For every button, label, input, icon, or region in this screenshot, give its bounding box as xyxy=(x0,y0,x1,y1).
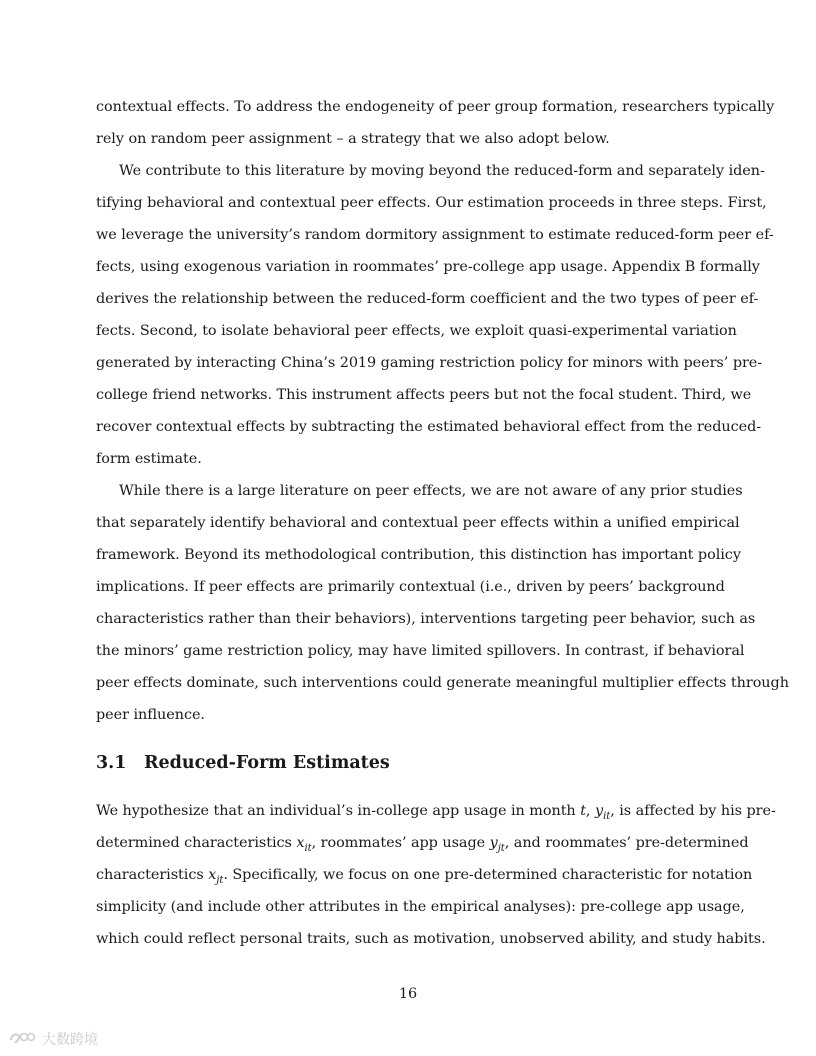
math-subscript: it xyxy=(603,810,611,822)
text-line: characteristics rather than their behaviors), interventions targeting peer behavior, such as xyxy=(96,611,756,627)
spacer xyxy=(96,731,719,745)
text-run: . Specifically, we focus on one pre-determined characteristic for notation xyxy=(223,867,753,883)
text-line: rely on random peer assignment – a strategy that we also adopt below. xyxy=(96,131,610,147)
text-run: , and roommates’ pre-determined xyxy=(504,835,749,851)
text-line: we leverage the university’s random dormitory assignment to estimate reduced-form peer ef- xyxy=(96,227,774,243)
text-line xyxy=(96,795,776,827)
page-number: 16 xyxy=(398,986,418,1002)
spacer xyxy=(96,781,719,795)
text-line: form estimate. xyxy=(96,451,202,467)
text-line: implications. If peer effects are primarily contextual (i.e., driven by peers’ background xyxy=(96,579,725,595)
section-title: Reduced-Form Estimates xyxy=(144,753,390,773)
math-var: t xyxy=(580,803,586,819)
text-line: peer effects dominate, such interventions could generate meaningful multiplier effects through xyxy=(96,675,789,691)
text-run: determined characteristics xyxy=(96,835,297,851)
text-line: that separately identify behavioral and contextual peer effects within a unified empirical xyxy=(96,515,740,531)
paragraph-1 xyxy=(96,91,775,155)
page-body xyxy=(96,91,789,955)
paragraph-4 xyxy=(96,795,776,955)
text-line: tifying behavioral and contextual peer effects. Our estimation proceeds in three steps. First, xyxy=(96,195,767,211)
text-line: We contribute to this literature by moving beyond the reduced-form and separately iden- xyxy=(119,163,765,179)
math-var: x xyxy=(296,835,305,851)
text-line: contextual effects. To address the endogeneity of peer group formation, researchers typically xyxy=(96,99,775,115)
math-subscript: jt xyxy=(216,874,224,886)
text-line: derives the relationship between the reduced-form coefficient and the two types of peer ef- xyxy=(96,291,759,307)
text-line: fects, using exogenous variation in roommates’ pre-college app usage. Appendix B formally xyxy=(96,259,760,275)
paragraph-3 xyxy=(96,475,789,731)
text-line: recover contextual effects by subtracting the estimated behavioral effect from the reduced- xyxy=(96,419,762,435)
text-run: We hypothesize that an individual’s in-college app usage in month xyxy=(96,803,581,819)
text-line: framework. Beyond its methodological contribution, this distinction has important policy xyxy=(96,547,741,563)
section-heading xyxy=(96,745,719,781)
text-line: the minors’ game restriction policy, may have limited spillovers. In contrast, if behavioral xyxy=(96,643,745,659)
math-subscript: it xyxy=(304,842,312,854)
math-var: x xyxy=(208,867,217,883)
text-line: college friend networks. This instrument affects peers but not the focal student. Third, we xyxy=(96,387,752,403)
text-line xyxy=(96,827,749,859)
text-line xyxy=(96,859,753,891)
math-var: y xyxy=(594,803,604,819)
math-var: y xyxy=(489,835,498,851)
watermark-logo-icon xyxy=(8,1030,38,1048)
paragraph-2 xyxy=(96,155,774,475)
text-line: fects. Second, to isolate behavioral peer effects, we exploit quasi-experimental variation xyxy=(96,323,737,339)
watermark-text: 大数跨境 xyxy=(42,1032,98,1048)
text-line: simplicity (and include other attributes in the empirical analyses): pre-college app usage, xyxy=(96,899,745,915)
text-line: peer influence. xyxy=(96,707,205,723)
section-number: 3.1 xyxy=(96,753,127,773)
text-run: , is affected by his pre- xyxy=(610,803,776,819)
text-line: generated by interacting China’s 2019 gaming restriction policy for minors with peers’ pre- xyxy=(96,355,763,371)
text-run: characteristics xyxy=(96,867,209,883)
text-line: which could reflect personal traits, such as motivation, unobserved ability, and study habits. xyxy=(96,931,766,947)
watermark xyxy=(8,1029,98,1049)
text-run: , roommates’ app usage xyxy=(311,835,490,851)
text-line: While there is a large literature on peer effects, we are not aware of any prior studies xyxy=(119,483,743,499)
math-subscript: jt xyxy=(497,842,505,854)
text-run: , xyxy=(585,803,595,819)
